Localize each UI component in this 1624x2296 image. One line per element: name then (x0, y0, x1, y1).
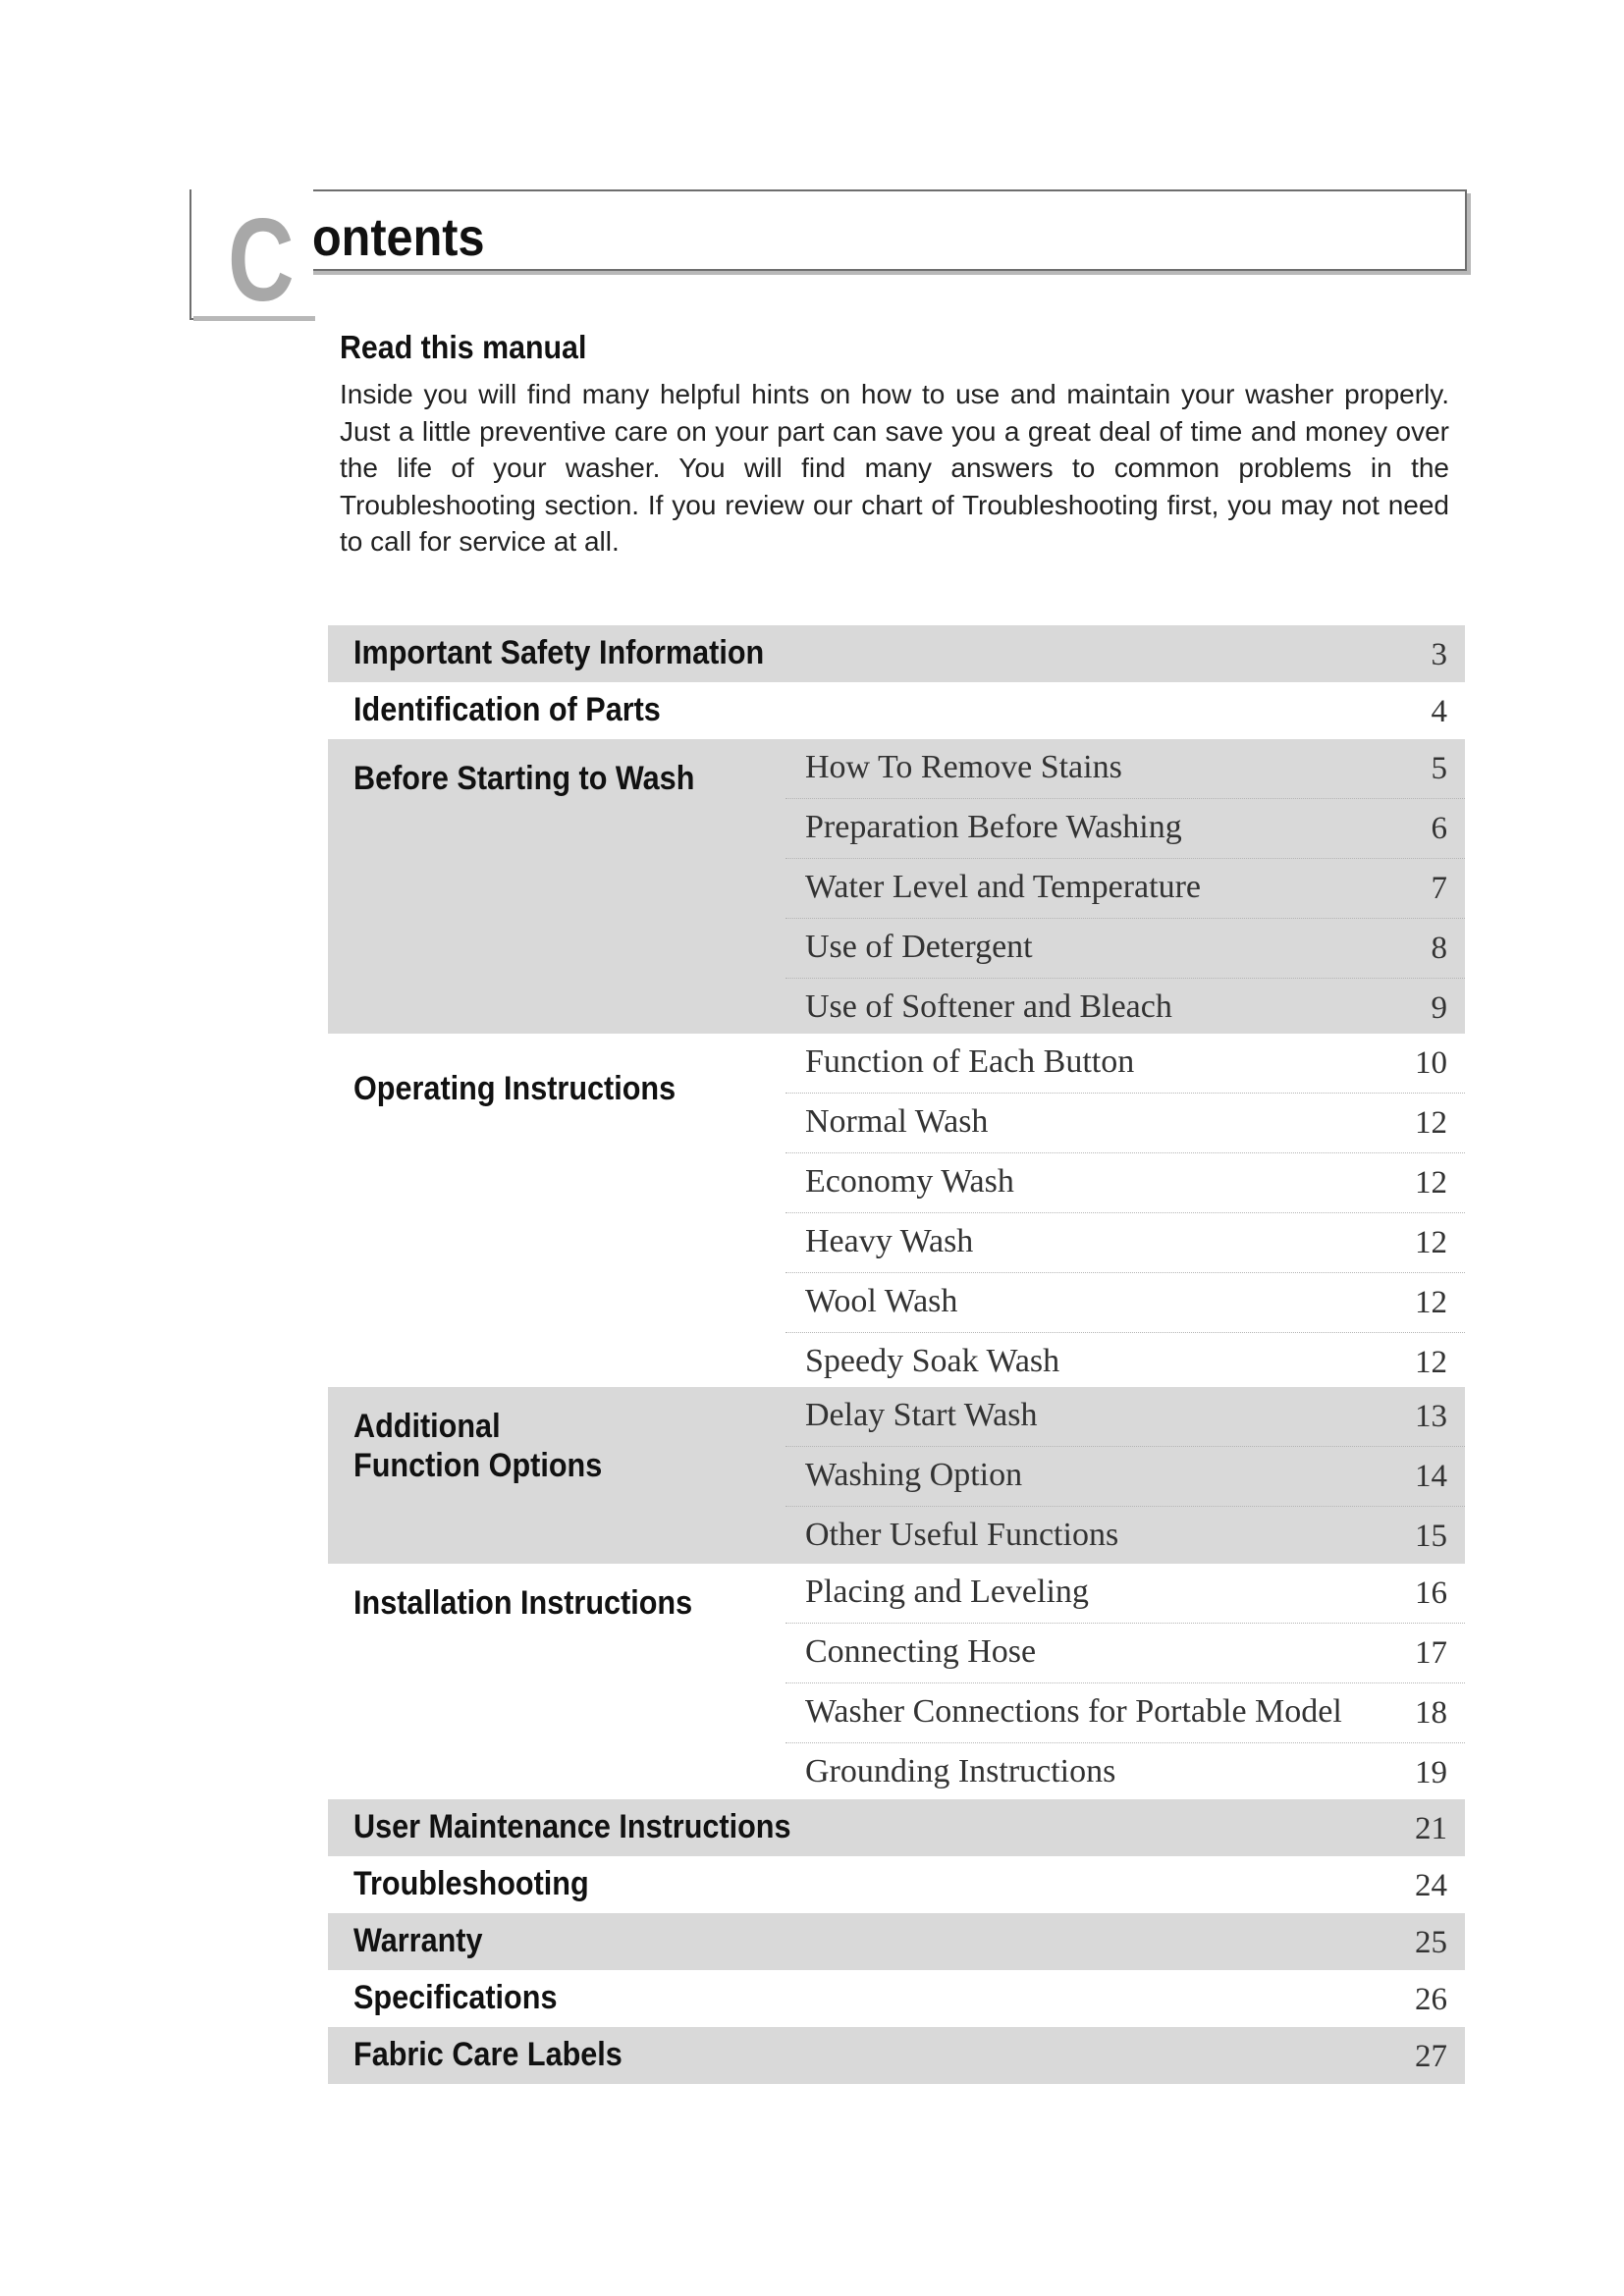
toc-section[interactable] (328, 1913, 1465, 1970)
toc-item-page: 19 (1415, 1755, 1447, 1790)
toc-section-title: Operating Instructions (353, 1070, 677, 1107)
toc-section-title: Installation Instructions (353, 1584, 693, 1622)
toc-item[interactable] (785, 1273, 1465, 1333)
toc-section[interactable] (328, 739, 1465, 1034)
page-title: ontents (312, 208, 485, 267)
toc-item-page: 6 (1431, 811, 1447, 846)
toc-item[interactable] (785, 1333, 1465, 1392)
toc-item-page: 9 (1431, 990, 1447, 1026)
toc-item[interactable] (785, 799, 1465, 859)
toc-subitems (785, 1564, 1465, 1802)
toc-item-page: 12 (1415, 1225, 1447, 1260)
toc-item-page: 8 (1431, 931, 1447, 966)
toc-page-number: 24 (1415, 1868, 1447, 1903)
toc-section-title: Fabric Care Labels (353, 2036, 623, 2073)
toc-item[interactable] (785, 1447, 1465, 1507)
toc-item-label: Water Level and Temperature (805, 869, 1201, 905)
toc-page-number: 3 (1431, 637, 1447, 672)
toc-section[interactable] (328, 1799, 1465, 1856)
toc-item[interactable] (785, 1387, 1465, 1447)
toc-subitems (785, 739, 1465, 1038)
toc-item-label: Other Useful Functions (805, 1517, 1119, 1553)
toc-item-page: 18 (1415, 1695, 1447, 1731)
toc-item-label: Wool Wash (805, 1283, 958, 1319)
toc-item-page: 16 (1415, 1575, 1447, 1611)
toc-item[interactable] (785, 1094, 1465, 1153)
intro-title: Read this manual (340, 329, 587, 365)
toc-item-label: Function of Each Button (805, 1043, 1135, 1080)
toc-item-page: 12 (1415, 1165, 1447, 1201)
toc-subitems (785, 1034, 1465, 1392)
toc-item-label: Washing Option (805, 1457, 1023, 1493)
toc-item-page: 17 (1415, 1635, 1447, 1671)
toc-item-label: Washer Connections for Portable Model (805, 1693, 1342, 1730)
toc-item[interactable] (785, 1153, 1465, 1213)
toc-item-page: 13 (1415, 1399, 1447, 1434)
toc-item-label: Economy Wash (805, 1163, 1014, 1200)
toc-item-label: Grounding Instructions (805, 1753, 1116, 1789)
toc-item-label: Normal Wash (805, 1103, 989, 1140)
toc-section-title: Warranty (353, 1922, 483, 1959)
toc-item-page: 12 (1415, 1105, 1447, 1141)
toc-page-number: 25 (1415, 1925, 1447, 1960)
toc-item[interactable] (785, 1034, 1465, 1094)
toc-item-page: 5 (1431, 751, 1447, 786)
toc-item[interactable] (785, 859, 1465, 919)
toc-page-number: 27 (1415, 2039, 1447, 2074)
toc-section-title: Additional Function Options (353, 1408, 603, 1484)
toc-item[interactable] (785, 919, 1465, 979)
toc-section-title: Specifications (353, 1979, 558, 2016)
toc-item[interactable] (785, 1564, 1465, 1624)
toc-section[interactable] (328, 1564, 1465, 1799)
toc-item-label: How To Remove Stains (805, 749, 1122, 785)
toc-item-label: Speedy Soak Wash (805, 1343, 1060, 1379)
toc-section-title: Before Starting to Wash (353, 760, 695, 797)
toc-item[interactable] (785, 1507, 1465, 1566)
toc-item-page: 12 (1415, 1345, 1447, 1380)
toc-section[interactable] (328, 2027, 1465, 2084)
toc-item[interactable] (785, 1213, 1465, 1273)
toc-item-page: 7 (1431, 871, 1447, 906)
toc-item-label: Placing and Leveling (805, 1574, 1089, 1610)
toc-section[interactable] (328, 682, 1465, 739)
toc-subitems (785, 1387, 1465, 1566)
toc-section[interactable] (328, 1856, 1465, 1913)
toc-section[interactable] (328, 1387, 1465, 1564)
toc-section[interactable] (328, 625, 1465, 682)
toc-item-label: Use of Softener and Bleach (805, 988, 1172, 1025)
toc-item-label: Delay Start Wash (805, 1397, 1038, 1433)
toc-item-label: Use of Detergent (805, 929, 1033, 965)
toc-item-label: Connecting Hose (805, 1633, 1037, 1670)
table-of-contents (328, 625, 1465, 2084)
toc-section-title: Important Safety Information (353, 634, 765, 671)
header-initial: C (228, 194, 295, 326)
toc-section[interactable] (328, 1970, 1465, 2027)
toc-item[interactable] (785, 1683, 1465, 1743)
toc-item-page: 14 (1415, 1459, 1447, 1494)
toc-section-title: Identification of Parts (353, 691, 661, 728)
toc-section[interactable] (328, 1034, 1465, 1387)
toc-section-title: Troubleshooting (353, 1865, 589, 1902)
toc-page-number: 4 (1431, 694, 1447, 729)
toc-item[interactable] (785, 739, 1465, 799)
toc-item-label: Heavy Wash (805, 1223, 974, 1259)
toc-item-page: 10 (1415, 1045, 1447, 1081)
toc-page-number: 21 (1415, 1811, 1447, 1846)
toc-item-page: 12 (1415, 1285, 1447, 1320)
toc-item-page: 15 (1415, 1519, 1447, 1554)
toc-item-label: Preparation Before Washing (805, 809, 1182, 845)
toc-section-title: User Maintenance Instructions (353, 1808, 791, 1845)
toc-page-number: 26 (1415, 1982, 1447, 2017)
intro-text: Inside you will find many helpful hints on how to use and maintain your washer properly. Just a little preventive care on your part can save you a great deal of time and money over the life of your washer. You will find many answers to common problems in the Troubleshooting section. If you review our chart of Troubleshooting first, you may not need to call for service at all. (340, 379, 1449, 557)
toc-item[interactable] (785, 1624, 1465, 1683)
toc-item[interactable] (785, 979, 1465, 1038)
toc-item[interactable] (785, 1743, 1465, 1802)
